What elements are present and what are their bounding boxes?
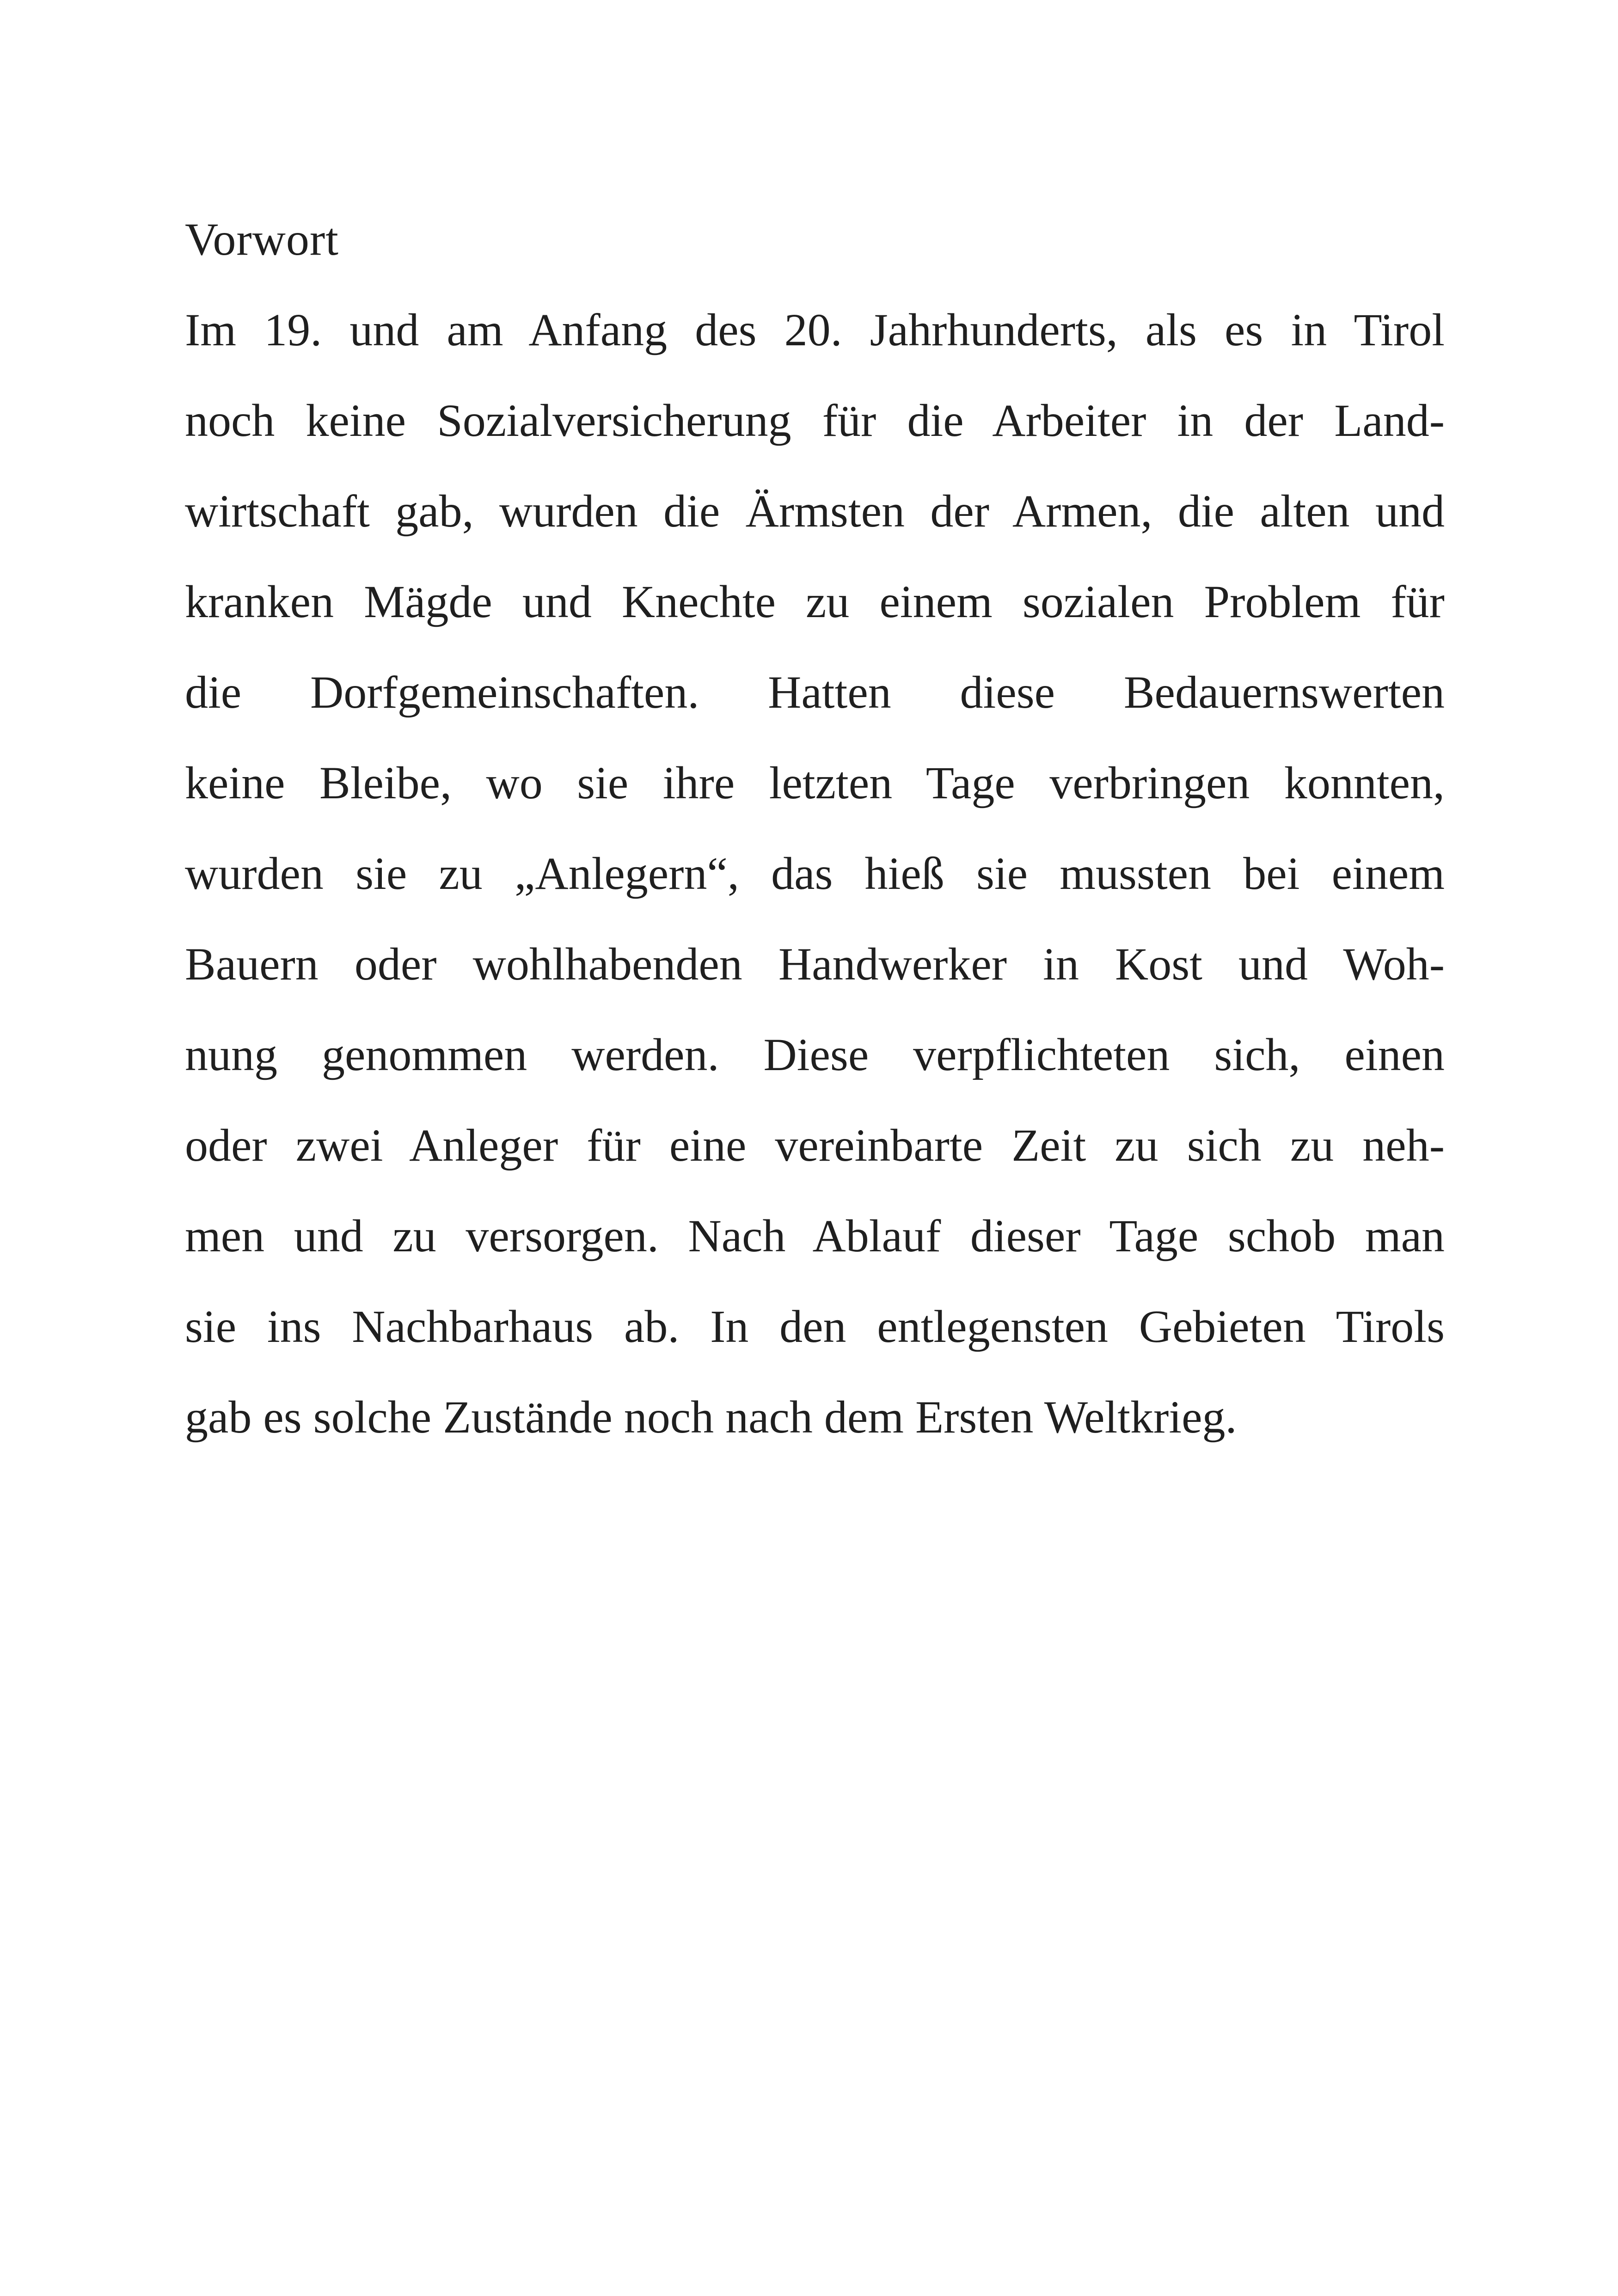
paragraph-line: nung genommen werden. Diese verpflichteten sich, einen <box>185 1029 1445 1080</box>
paragraph-line: noch keine Sozialversicherung für die Arbeiter in der Land- <box>185 395 1445 446</box>
paragraph-line: men und zu versorgen. Nach Ablauf dieser Tage schob man <box>185 1210 1445 1261</box>
paragraph-line: Bauern oder wohlhabenden Handwerker in Kost und Woh- <box>185 938 1445 990</box>
paragraph-line: die Dorfgemeinschaften. Hatten diese Bedauernswerten <box>185 667 1445 718</box>
paragraph-line: Im 19. und am Anfang des 20. Jahrhunderts, als es in Tirol <box>185 304 1445 355</box>
paragraph-line: kranken Mägde und Knechte zu einem sozialen Problem für <box>185 576 1445 627</box>
paragraph-line: wirtschaft gab, wurden die Ärmsten der Armen, die alten und <box>185 485 1445 537</box>
paragraph-line: sie ins Nachbarhaus ab. In den entlegensten Gebieten Tirols <box>185 1301 1445 1352</box>
page-heading: Vorwort <box>185 214 339 265</box>
paragraph-line: oder zwei Anleger für eine vereinbarte Zeit zu sich zu neh- <box>185 1120 1445 1171</box>
paragraph-line: wurden sie zu „Anlegern“, das hieß sie mussten bei einem <box>185 848 1445 899</box>
body-paragraph <box>185 285 1445 1463</box>
text-block <box>185 194 1445 1463</box>
paragraph-line: keine Bleibe, wo sie ihre letzten Tage verbringen konnten, <box>185 757 1445 808</box>
paragraph-line: gab es solche Zustände noch nach dem Ersten Weltkrieg. <box>185 1391 1237 1443</box>
